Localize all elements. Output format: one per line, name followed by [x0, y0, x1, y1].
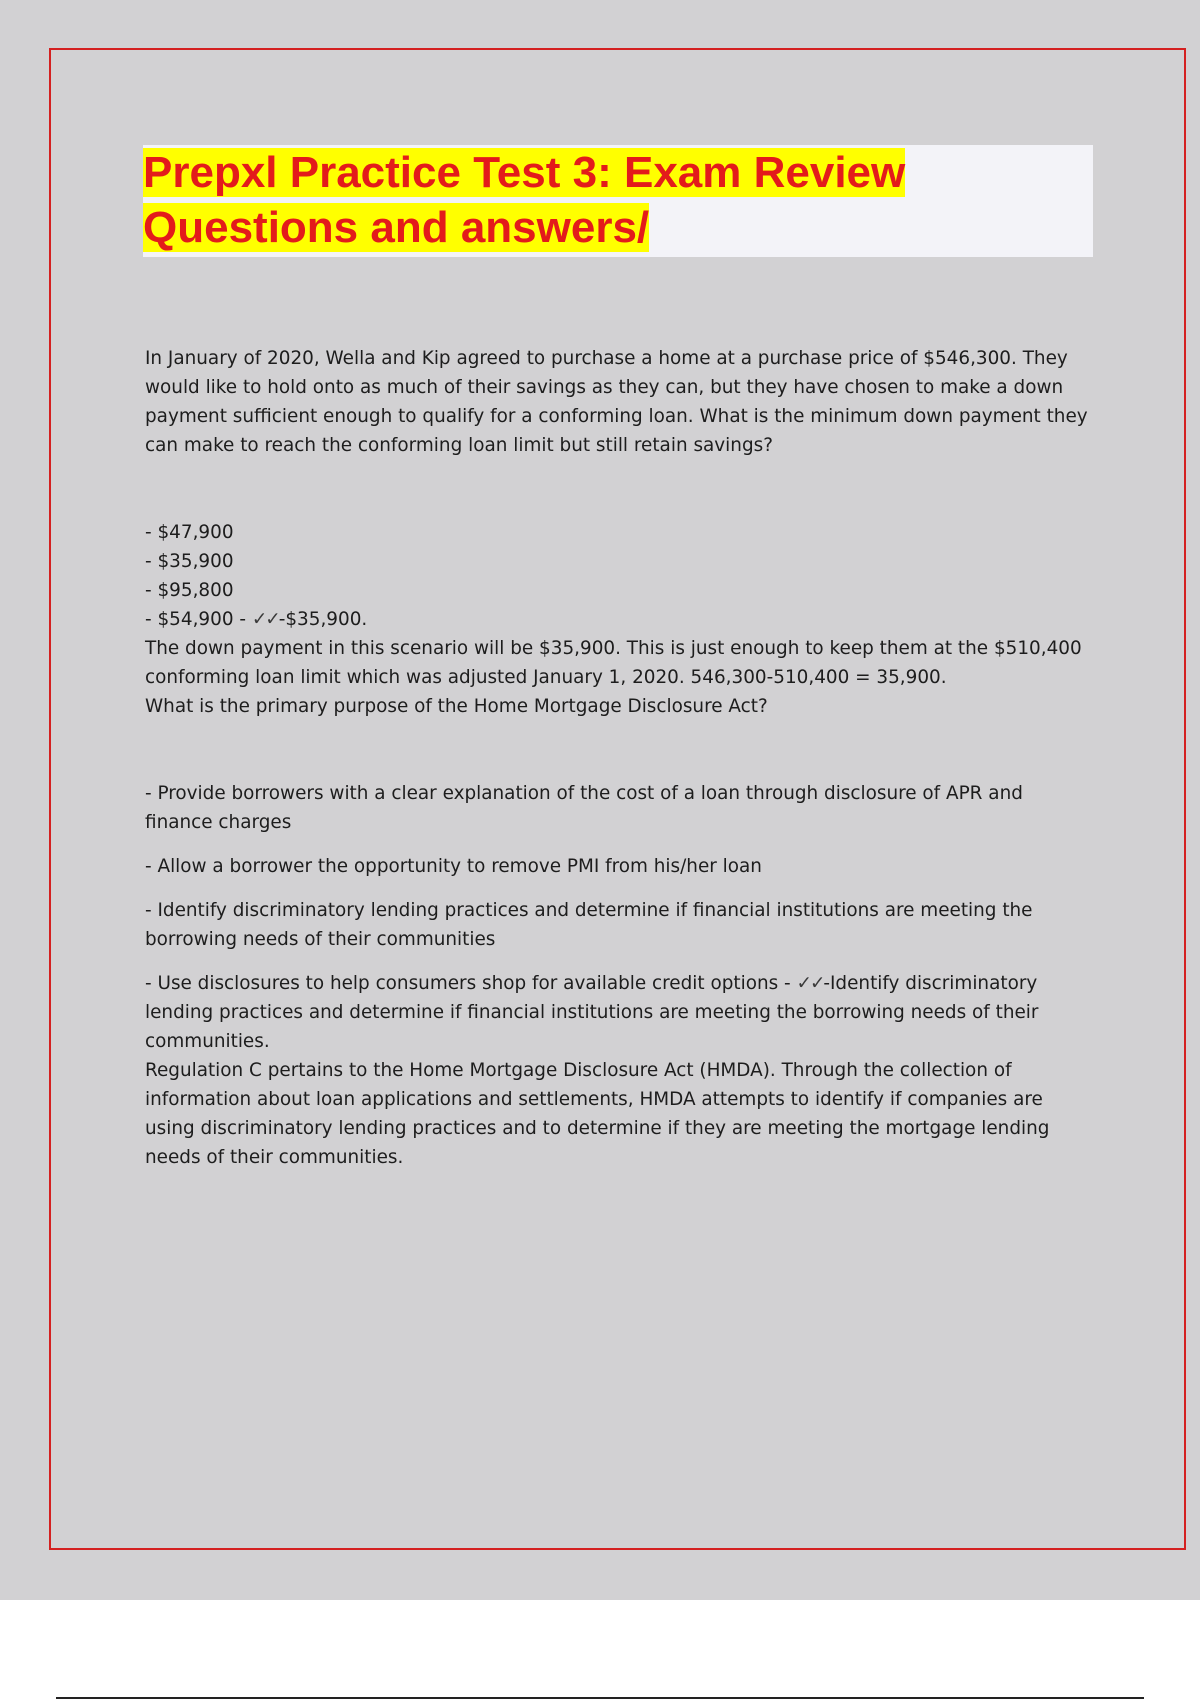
question-2-explanation: Regulation C pertains to the Home Mortgage Disclosure Act (HMDA). Through the collection of information about loan applications and settlements, HMDA attempts to identify if companies are using discriminatory lending practices and to determine if they are meeting the mortgage lending needs of their communities.	[145, 1060, 1050, 1168]
question-2-option-d	[145, 969, 1090, 1056]
check-marks-icon: ✓✓	[796, 973, 824, 994]
footer-divider	[56, 1697, 1144, 1699]
document-title	[143, 145, 1093, 255]
check-marks-icon: ✓✓	[251, 609, 279, 630]
question-1-option-a: - $47,900	[145, 522, 234, 543]
question-1-answer: -$35,900.	[278, 609, 368, 630]
question-2-option-c: - Identify discriminatory lending practices and determine if financial institutions are meeting the borrowing needs of their communities	[145, 900, 1033, 950]
question-1-option-c: - $95,800	[145, 580, 234, 601]
question-1-option-d-text: - $54,900 -	[145, 609, 252, 630]
question-1-text: In January of 2020, Wella and Kip agreed to purchase a home at a purchase price of $546,300. They would like to hold onto as much of their savings as they can, but they have chosen to make a down payment sufficient enough to qualify for a conforming loan. What is the minimum down payment they can make to reach the conforming loan limit but still retain savings?	[145, 348, 1088, 456]
document-content	[145, 344, 1090, 1172]
title-line-2: Questions and answers/	[143, 203, 650, 252]
question-1-option-d	[145, 605, 1090, 634]
title-line-1: Prepxl Practice Test 3: Exam Review	[143, 148, 906, 197]
question-2-option-d-text: - Use disclosures to help consumers shop for available credit options -	[145, 973, 797, 994]
question-1-option-b: - $35,900	[145, 551, 234, 572]
question-2-option-a: - Provide borrowers with a clear explanation of the cost of a loan through disclosure of APR and finance charges	[145, 783, 1023, 833]
question-2-options	[145, 779, 1090, 1056]
question-1-options	[145, 518, 1090, 634]
question-2-option-b: - Allow a borrower the opportunity to remove PMI from his/her loan	[145, 856, 762, 877]
question-2-answer: -Identify discriminatory lending practices and determine if financial institutions are meeting the borrowing needs of their communities.	[145, 973, 1039, 1052]
question-2-text: What is the primary purpose of the Home Mortgage Disclosure Act?	[145, 696, 768, 717]
title-block	[143, 145, 1093, 257]
question-1-explanation: The down payment in this scenario will be $35,900. This is just enough to keep them at the $510,400 conforming loan limit which was adjusted January 1, 2020. 546,300-510,400 = 35,900.	[145, 638, 1082, 688]
